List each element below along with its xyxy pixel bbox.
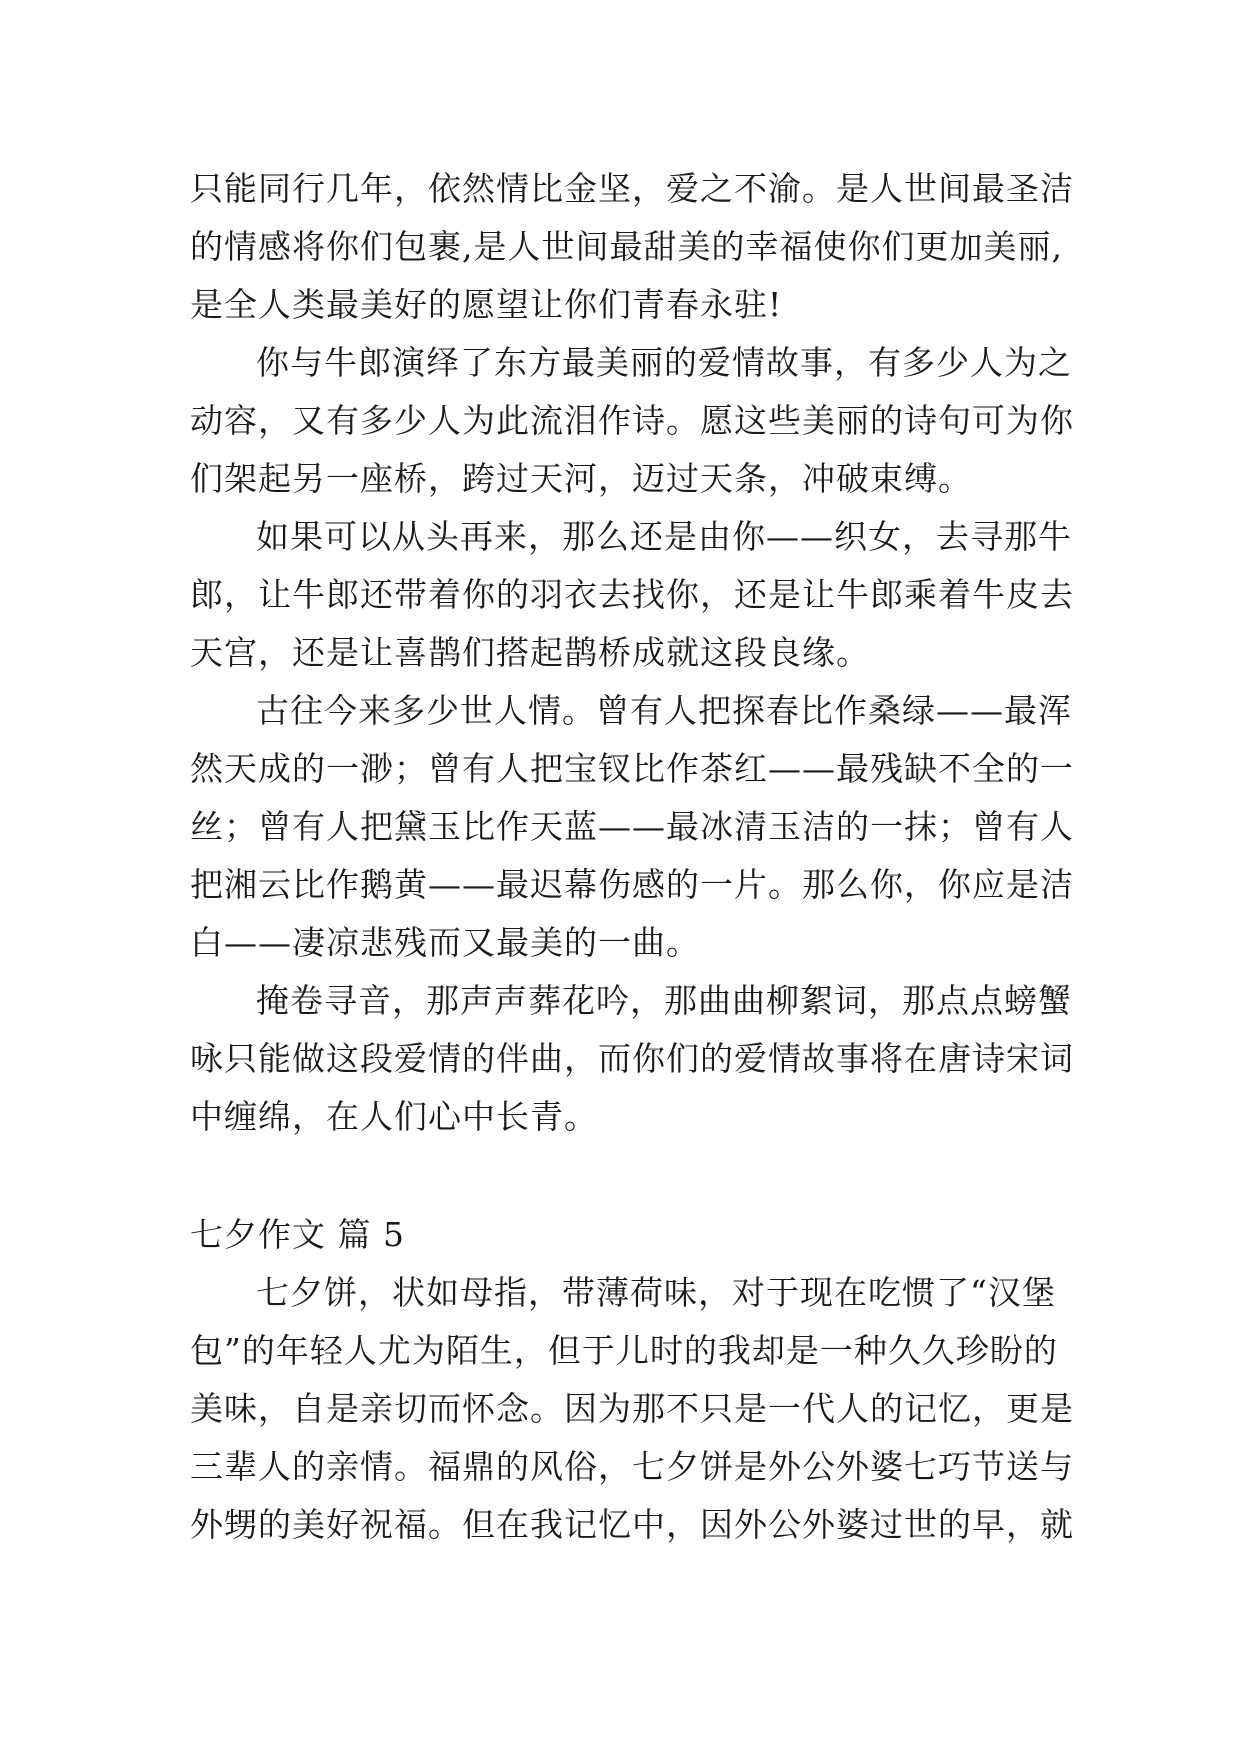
text-line: 如果可以从头再来，那么还是由你——织女，去寻那牛 [256, 517, 1072, 556]
paragraph [190, 972, 1090, 1146]
text-line: 天宫，还是让喜鹊们搭起鹊桥成就这段良缘。 [190, 633, 870, 672]
document-page [190, 160, 1090, 1554]
text-line: 白——凄凉悲残而又最美的一曲。 [190, 923, 700, 962]
text-line: 的情感将你们包裹,是人世间最甜美的幸福使你们更加美丽, [190, 227, 1063, 266]
text-line: 丝；曾有人把黛玉比作天蓝——最冰清玉洁的一抹；曾有人 [190, 807, 1074, 846]
paragraph [190, 334, 1090, 508]
text-line: 是全人类最美好的愿望让你们青春永驻! [190, 285, 783, 324]
paragraph [190, 508, 1090, 682]
section-heading: 七夕作文 篇 5 [190, 1215, 405, 1254]
text-line: 然天成的一渺；曾有人把宝钗比作茶红——最残缺不全的一 [190, 749, 1074, 788]
text-line: 美味，自是亲切而怀念。因为那不只是一代人的记忆，更是 [190, 1389, 1074, 1428]
paragraph [190, 682, 1090, 972]
text-line: 郎，让牛郎还带着你的羽衣去找你，还是让牛郎乘着牛皮去 [190, 575, 1074, 614]
text-line: 包”的年轻人尤为陌生，但于儿时的我却是一种久久珍盼的 [190, 1331, 1058, 1370]
text-line: 中缠绵，在人们心中长青。 [190, 1097, 598, 1136]
text-line: 七夕饼，状如母指，带薄荷味，对于现在吃惯了“汉堡 [256, 1273, 1056, 1312]
text-line: 古往今来多少世人情。曾有人把探春比作桑绿——最浑 [256, 691, 1072, 730]
text-line: 只能同行几年，依然情比金坚，爱之不渝。是人世间最圣洁 [190, 169, 1074, 208]
text-line: 把湘云比作鹅黄——最迟幕伤感的一片。那么你，你应是洁 [190, 865, 1074, 904]
text-line: 咏只能做这段爱情的伴曲，而你们的爱情故事将在唐诗宋词 [190, 1039, 1074, 1078]
paragraph-continuation [190, 160, 1090, 334]
text-line: 们架起另一座桥，跨过天河，迈过天条，冲破束缚。 [190, 459, 972, 498]
text-line: 动容，又有多少人为此流泪作诗。愿这些美丽的诗句可为你 [190, 401, 1074, 440]
section-spacer [190, 1146, 1090, 1206]
paragraph [190, 1264, 1090, 1554]
text-line: 三辈人的亲情。福鼎的风俗，七夕饼是外公外婆七巧节送与 [190, 1447, 1074, 1486]
text-line: 掩卷寻音，那声声葬花吟，那曲曲柳絮词，那点点螃蟹 [256, 981, 1072, 1020]
text-line: 外甥的美好祝福。但在我记忆中，因外公外婆过世的早，就 [190, 1505, 1074, 1544]
text-line: 你与牛郎演绎了东方最美丽的爱情故事，有多少人为之 [256, 343, 1072, 382]
